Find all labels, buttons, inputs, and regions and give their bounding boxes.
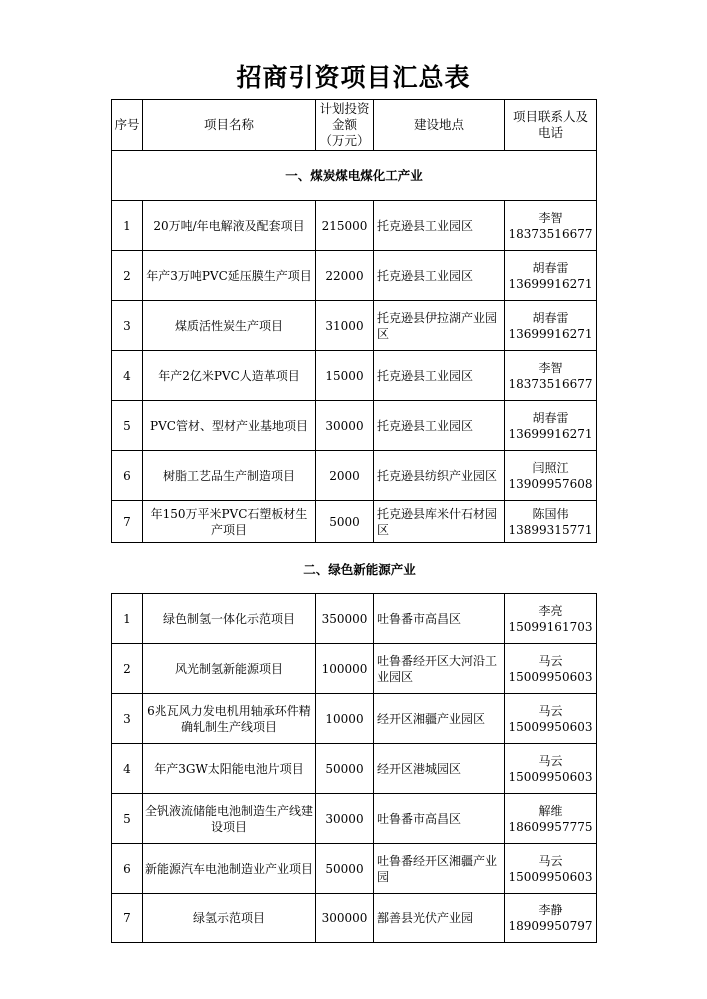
- contact-phone: 18909950797: [508, 919, 593, 933]
- row-no: 5: [112, 794, 143, 844]
- header-amount-line3: （万元）: [319, 133, 370, 148]
- build-location: 托克逊县工业园区: [374, 401, 505, 451]
- section-2-title: 二、绿色新能源产业: [303, 562, 416, 577]
- contact-phone: 18373516677: [508, 226, 593, 241]
- project-name: 树脂工艺品生产制造项目: [143, 451, 316, 501]
- section-2-rows: [112, 594, 597, 943]
- contact-name: 陈国伟: [532, 506, 569, 521]
- project-name: 20万吨/年电解液及配套项目: [143, 201, 316, 251]
- investment-amount: 10000: [316, 694, 374, 744]
- table-row: [112, 894, 597, 943]
- contact-cell: [505, 844, 597, 894]
- build-location: 吐鲁番市高昌区: [374, 594, 505, 644]
- table-row: [112, 744, 597, 794]
- row-no: 7: [112, 894, 143, 943]
- project-name: 年150万平米PVC石塑板材生产项目: [143, 501, 316, 543]
- project-name: 绿氢示范项目: [143, 894, 316, 943]
- contact-phone: 15009950603: [508, 719, 593, 734]
- contact-phone: 18373516677: [508, 376, 593, 391]
- contact-cell: [505, 594, 597, 644]
- contact-cell: [505, 301, 597, 351]
- header-no: 序号: [112, 100, 143, 151]
- table-row: [112, 401, 597, 451]
- section-1-rows: [112, 201, 597, 543]
- table-header-row: [112, 100, 597, 151]
- table-row: [112, 501, 597, 543]
- row-no: 4: [112, 744, 143, 794]
- table-row: [112, 794, 597, 844]
- contact-name: 马云: [538, 653, 563, 668]
- project-name: 年产3万吨PVC延压膜生产项目: [143, 251, 316, 301]
- investment-amount: 50000: [316, 744, 374, 794]
- project-name: PVC管材、型材产业基地项目: [143, 401, 316, 451]
- table-row: [112, 644, 597, 694]
- contact-phone: 13699916271: [508, 426, 593, 441]
- header-contact: 项目联系人及电话: [505, 100, 597, 151]
- contact-cell: [505, 794, 597, 844]
- contact-phone: 15099161703: [508, 619, 593, 634]
- project-name: 年产3GW太阳能电池片项目: [143, 744, 316, 794]
- row-no: 5: [112, 401, 143, 451]
- section-1-title: 一、煤炭煤电煤化工产业: [112, 151, 597, 201]
- row-no: 6: [112, 451, 143, 501]
- table-row: [112, 694, 597, 744]
- build-location: 鄯善县光伏产业园: [374, 894, 505, 943]
- header-amount-line1: 计划投资: [319, 101, 370, 116]
- build-location: 托克逊县工业园区: [374, 201, 505, 251]
- investment-amount: 350000: [316, 594, 374, 644]
- row-no: 2: [112, 644, 143, 694]
- header-name: 项目名称: [143, 100, 316, 151]
- contact-name: 闫照江: [532, 460, 569, 475]
- build-location: 吐鲁番经开区大河沿工业园区: [374, 644, 505, 694]
- build-location: 托克逊县伊拉湖产业园区: [374, 301, 505, 351]
- contact-cell: [505, 251, 597, 301]
- project-name: 6兆瓦风力发电机用轴承环件精确轧制生产线项目: [143, 694, 316, 744]
- table-row: [112, 251, 597, 301]
- contact-name: 解维: [538, 803, 563, 818]
- row-no: 3: [112, 301, 143, 351]
- row-no: 6: [112, 844, 143, 894]
- contact-phone: 15009950603: [508, 869, 593, 884]
- row-no: 1: [112, 201, 143, 251]
- table-row: [112, 201, 597, 251]
- table-row: [112, 351, 597, 401]
- header-amount: [316, 100, 374, 151]
- build-location: 经开区湘疆产业园区: [374, 694, 505, 744]
- header-location: 建设地点: [374, 100, 505, 151]
- contact-phone: 15009950603: [508, 669, 593, 684]
- contact-cell: [505, 644, 597, 694]
- contact-cell: [505, 401, 597, 451]
- investment-amount: 50000: [316, 844, 374, 894]
- project-table-1: [111, 99, 597, 543]
- row-no: 7: [112, 501, 143, 543]
- row-no: 1: [112, 594, 143, 644]
- row-no: 4: [112, 351, 143, 401]
- contact-cell: [505, 694, 597, 744]
- contact-cell: [505, 201, 597, 251]
- investment-amount: 100000: [316, 644, 374, 694]
- investment-amount: 5000: [316, 501, 374, 543]
- contact-phone: 13699916271: [508, 326, 593, 341]
- contact-name: 胡春雷: [532, 260, 569, 275]
- contact-cell: [505, 501, 597, 543]
- build-location: 吐鲁番市高昌区: [374, 794, 505, 844]
- page-title: 招商引资项目汇总表: [236, 63, 471, 92]
- contact-name: 李静: [538, 903, 563, 917]
- contact-phone: 13909957608: [508, 476, 593, 491]
- investment-amount: 300000: [316, 894, 374, 943]
- contact-name: 马云: [538, 753, 563, 768]
- investment-amount: 30000: [316, 401, 374, 451]
- table-row: [112, 301, 597, 351]
- contact-cell: [505, 351, 597, 401]
- contact-name: 马云: [538, 703, 563, 718]
- investment-amount: 15000: [316, 351, 374, 401]
- contact-name: 马云: [538, 853, 563, 868]
- contact-name: 胡春雷: [532, 410, 569, 425]
- contact-cell: [505, 894, 597, 943]
- header-amount-line2: 金额: [331, 117, 357, 132]
- project-name: 全钒液流储能电池制造生产线建设项目: [143, 794, 316, 844]
- contact-phone: 13699916271: [508, 276, 593, 291]
- build-location: 吐鲁番经开区湘疆产业园: [374, 844, 505, 894]
- row-no: 2: [112, 251, 143, 301]
- investment-amount: 2000: [316, 451, 374, 501]
- table-row: [112, 451, 597, 501]
- project-name: 新能源汽车电池制造业产业项目: [143, 844, 316, 894]
- build-location: 托克逊县库米什石材园区: [374, 501, 505, 543]
- project-name: 年产2亿米PVC人造革项目: [143, 351, 316, 401]
- contact-name: 李亮: [538, 603, 563, 618]
- table-row: [112, 594, 597, 644]
- build-location: 经开区港城园区: [374, 744, 505, 794]
- build-location: 托克逊县工业园区: [374, 351, 505, 401]
- build-location: 托克逊县工业园区: [374, 251, 505, 301]
- contact-name: 李智: [538, 210, 563, 225]
- project-table-2: [111, 593, 597, 943]
- contact-cell: [505, 451, 597, 501]
- project-name: 绿色制氢一体化示范项目: [143, 594, 316, 644]
- row-no: 3: [112, 694, 143, 744]
- contact-phone: 18609957775: [508, 819, 593, 834]
- investment-amount: 215000: [316, 201, 374, 251]
- contact-name: 胡春雷: [532, 310, 569, 325]
- section-1-title-row: [112, 151, 597, 201]
- contact-cell: [505, 744, 597, 794]
- contact-phone: 13899315771: [508, 522, 593, 537]
- contact-name: 李智: [538, 360, 563, 375]
- investment-amount: 30000: [316, 794, 374, 844]
- table-row: [112, 844, 597, 894]
- investment-amount: 22000: [316, 251, 374, 301]
- investment-amount: 31000: [316, 301, 374, 351]
- project-name: 风光制氢新能源项目: [143, 644, 316, 694]
- build-location: 托克逊县纺织产业园区: [374, 451, 505, 501]
- project-name: 煤质活性炭生产项目: [143, 301, 316, 351]
- contact-phone: 15009950603: [508, 769, 593, 784]
